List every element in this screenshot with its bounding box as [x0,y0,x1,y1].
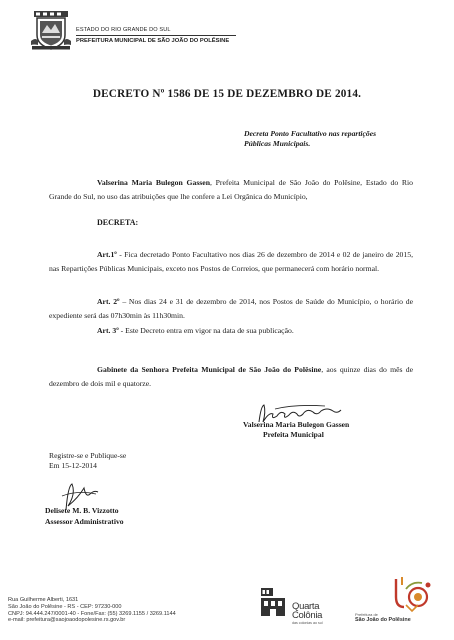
municipal-coat-of-arms-icon [30,11,72,51]
article-3-text: - Este Decreto entra em vigor na data de sua publicação. [118,326,294,335]
mayor-signature-block [243,420,349,440]
preamble-text: , Prefeita Municipal de São João do Polêsine, Estado do Rio Grande do Sul, no uso das atribuições que lhe confere a Lei Orgânica do Município, [49,178,413,201]
quarta-colonia-wordmark [292,603,322,620]
assessor-role: Assessor Administrativo [45,517,124,526]
closing-office: Gabinete da Senhora Prefeita Municipal de São João do Polêsine [97,365,322,374]
article-3 [49,324,413,338]
qc-word-quarta: Quarta [292,601,320,612]
article-1-label: Art.1º [97,250,117,259]
footer-street: Rua Guilherme Alberti, 1631 [8,597,79,603]
decree-summary-line2: Públicas Municipais. [244,139,311,148]
header-divider [76,35,236,36]
assessor-name: Delisete M. B. Vizzotto [45,506,119,515]
article-1-text: - Fica decretado Ponto Facultativo nos dias 26 de dezembro de 2014 e 02 de janeiro de 2015, nas Repartições Públicas Municipais, exceto nos Postos de Correios, que permanecerá com horário normal. [49,250,413,273]
mayor-role: Prefeita Municipal [263,430,324,439]
registration-note [49,451,126,471]
article-2 [49,295,413,322]
footer-contact: CNPJ: 94.444.247/0001-40 - Fone/Fax: (55) 3269.1155 / 3269.1144 [8,610,176,617]
assessor-signature-block [45,505,124,527]
footer-city: São João do Polêsine - RS - CEP: 97230-000 [8,603,122,610]
pm-logo-name: São João do Polêsine [355,617,411,623]
decree-preamble [49,176,413,203]
quarta-colonia-logo-icon [258,586,288,620]
article-2-text: – Nos dias 24 e 31 de dezembro de 2014, nos Postos de Saúde do Município, o horário de expediente será das 07h30min às 11h30min. [49,297,413,320]
header-state-name: ESTADO DO RIO GRANDE DO SUL [76,27,171,33]
qc-tagline: das colonias ao sul [292,621,323,625]
footer-address [8,597,176,624]
closing-date-text: , aos quinze dias do mês de dezembro de dois mil e quatorze. [49,365,413,388]
decree-title: DECRETO Nº 1586 DE 15 DE DEZEMBRO DE 2014. [92,88,362,100]
footer-email: e-mail: prefeitura@saojoaodopolesine.rs.gov.br [8,617,126,624]
header-prefeitura-name: PREFEITURA MUNICIPAL DE SÃO JOÃO DO POLÊSINE [76,38,230,44]
qc-word-colonia: Colônia [292,609,323,621]
pm-logo-caption: Prefeitura de [355,612,378,617]
article-1 [49,248,413,275]
mayor-name: Valserina Maria Bulegon Gassen [243,420,350,429]
preamble-mayor-name: Valserina Maria Bulegon Gassen [97,178,210,187]
registration-date: Em 15-12-2014 [49,461,97,470]
registration-line1: Registre-se e Publique-se [49,451,127,460]
article-2-label: Art. 2º [97,297,120,306]
prefeitura-logo-icon [388,575,434,613]
article-3-label: Art. 3º [97,326,119,335]
decree-closing [49,363,413,390]
decree-summary [244,129,424,149]
decree-summary-line1: Decreta Ponto Facultativo nas repartições [244,129,377,138]
decreta-heading: DECRETA: [97,218,139,227]
